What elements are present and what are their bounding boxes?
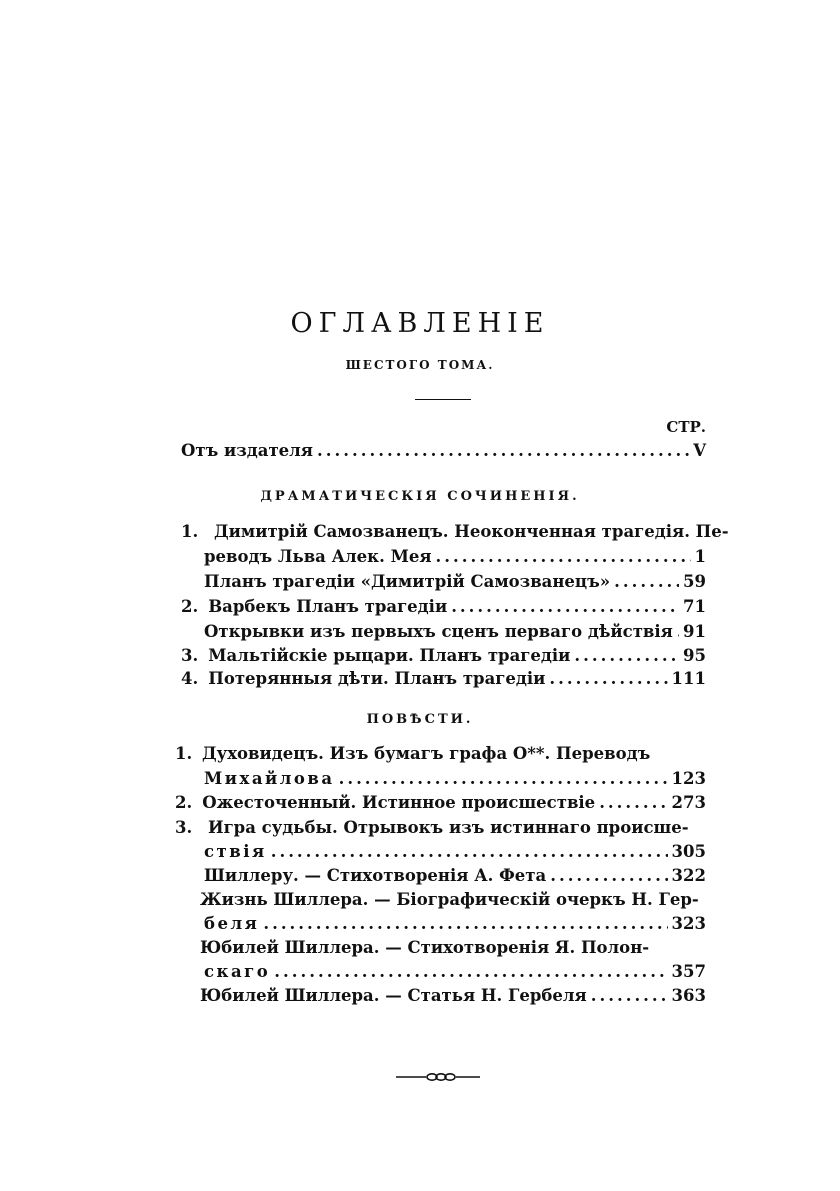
- toc-entry-text: Отъ издателя: [181, 441, 313, 460]
- toc-row: [204, 622, 706, 641]
- page-title: ОГЛАВЛЕНІЕ: [290, 308, 550, 339]
- toc-entry-text: скаго: [204, 962, 271, 981]
- toc-page-number: 357: [671, 962, 706, 981]
- toc-row: [204, 547, 706, 566]
- toc-row: [181, 646, 706, 665]
- toc-page-number: 323: [671, 914, 706, 933]
- toc-entry-text: беля: [204, 914, 260, 933]
- title-rule: [415, 399, 471, 400]
- toc-entry-number: 1.: [175, 744, 193, 763]
- toc-entry-line: [200, 938, 649, 957]
- leader-dots: [591, 986, 668, 1005]
- toc-entry-line: [181, 522, 729, 541]
- toc-page-number: 111: [671, 669, 706, 688]
- toc-row: [204, 866, 706, 885]
- toc-row: [204, 769, 706, 788]
- leader-dots: [549, 669, 667, 688]
- toc-entry-text: Открывки изъ первыхъ сценъ перваго дѣйствія: [204, 622, 673, 641]
- toc-page-number: 91: [683, 622, 706, 641]
- leader-dots: [339, 769, 668, 788]
- toc-entry-number: 3.: [181, 646, 199, 665]
- leader-dots: [614, 572, 679, 591]
- toc-page-number: 1: [694, 547, 706, 566]
- toc-page-number: 123: [671, 769, 706, 788]
- toc-page-number: 305: [671, 842, 706, 861]
- toc-row: [204, 962, 706, 981]
- toc-page-number: 322: [671, 866, 706, 885]
- toc-entry-text: ствія: [204, 842, 267, 861]
- toc-entry-text: Мальтійскіе рыцари. Планъ трагедіи: [208, 646, 571, 665]
- toc-row: [204, 914, 706, 933]
- toc-page-number: 71: [683, 597, 706, 616]
- toc-entry-number: 2.: [181, 597, 199, 616]
- leader-dots: [436, 547, 691, 566]
- toc-entry-number: 3.: [175, 818, 193, 837]
- toc-entry-text: Жизнь Шиллера. — Біографическій очеркъ Н. Гер-: [200, 890, 699, 909]
- leader-dots: [274, 962, 667, 981]
- leader-dots: [271, 842, 668, 861]
- toc-row: [204, 842, 706, 861]
- toc-entry-line: [175, 744, 650, 763]
- toc-entry-text: Планъ трагедіи «Димитрій Самозванецъ»: [204, 572, 611, 591]
- toc-page-number: V: [693, 441, 706, 460]
- toc-entry-text: реводъ Льва Алек. Мея: [204, 547, 432, 566]
- section-heading-novellas: ПОВѢСТИ.: [366, 712, 474, 727]
- toc-entry-text: Димитрій Самозванецъ. Неоконченная трагедія. Пе-: [213, 522, 729, 541]
- leader-dots: [677, 622, 679, 641]
- toc-entry-text: Ожесточенный. Истинное происшествіе: [202, 793, 596, 812]
- toc-entry-number: 1.: [181, 522, 199, 541]
- toc-entry-text: Потерянныя дѣти. Планъ трагедіи: [208, 669, 546, 688]
- toc-entry-number: 2.: [175, 793, 193, 812]
- toc-row: [175, 793, 706, 812]
- toc-entry-line: [200, 890, 699, 909]
- toc-page-number: 363: [671, 986, 706, 1005]
- toc-entry-text: Михайлова: [204, 769, 335, 788]
- toc-entry-text: Юбилей Шиллера. — Стихотворенія Я. Полон-: [200, 938, 650, 957]
- leader-dots: [451, 597, 679, 616]
- toc-page-number: 95: [683, 646, 706, 665]
- toc-entry-text: Игра судьбы. Отрывокъ изъ истиннаго происше-: [207, 818, 689, 837]
- toc-entry-text: Духовидецъ. Изъ бумагъ графа О**. Переводъ: [201, 744, 651, 763]
- section-heading-dramatic: ДРАМАТИЧЕСКІЯ СОЧИНЕНІЯ.: [260, 489, 580, 504]
- leader-dots: [574, 646, 679, 665]
- page-column-label: СТР.: [666, 418, 706, 436]
- leader-dots: [599, 793, 667, 812]
- tailpiece-ornament-icon: [396, 1071, 480, 1083]
- toc-page-number: 273: [671, 793, 706, 812]
- toc-row-preface: [181, 441, 706, 460]
- toc-page-number: 59: [683, 572, 706, 591]
- toc-entry-line: [175, 818, 689, 837]
- leader-dots: [550, 866, 667, 885]
- leader-dots: [263, 914, 667, 933]
- toc-entry-number: 4.: [181, 669, 199, 688]
- toc-row: [200, 986, 706, 1005]
- toc-entry-text: Шиллеру. — Стихотворенія А. Фета: [204, 866, 547, 885]
- toc-row: [181, 669, 706, 688]
- toc-entry-text: Варбекъ Планъ трагедіи: [208, 597, 448, 616]
- leader-dots: [317, 441, 689, 460]
- toc-entry-text: Юбилей Шиллера. — Статья Н. Гербеля: [200, 986, 587, 1005]
- toc-row: [181, 597, 706, 616]
- toc-row: [204, 572, 706, 591]
- page-subtitle: ШЕСТОГО ТОМА.: [345, 358, 495, 372]
